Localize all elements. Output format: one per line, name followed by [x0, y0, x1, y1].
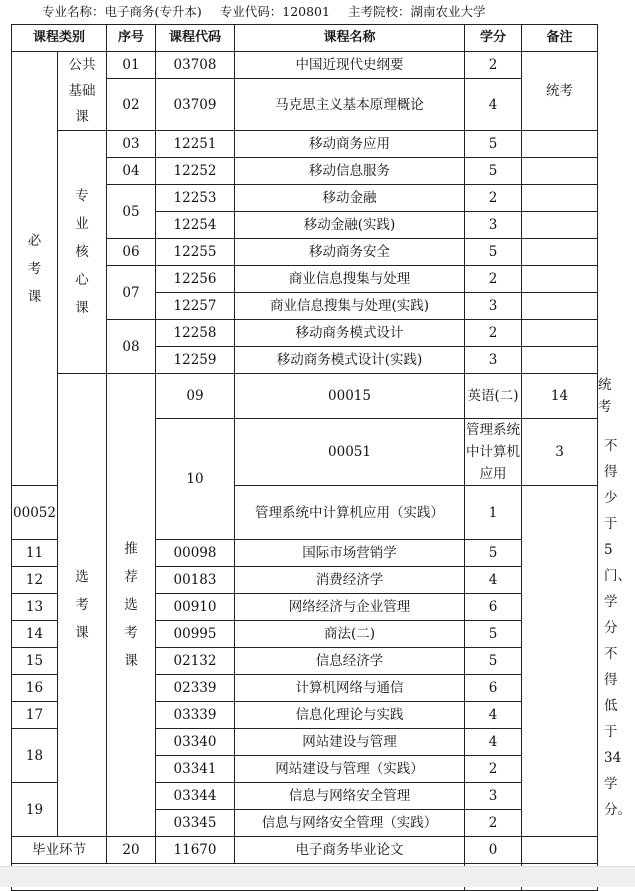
name-cell: 移动商务模式设计(实践): [235, 347, 465, 374]
code-cell: 11670: [156, 837, 235, 864]
curriculum-table: [11, 24, 632, 891]
code-cell: 03339: [156, 702, 235, 729]
code-cell: 02132: [156, 648, 235, 675]
credit-cell: 6: [465, 675, 522, 702]
col-code: 课程代码: [156, 25, 235, 52]
credit-cell: 2: [465, 320, 522, 347]
code-cell: 03708: [156, 52, 235, 79]
name-cell: 移动金融(实践): [235, 212, 465, 239]
col-seq: 序号: [107, 25, 156, 52]
note-empty: [522, 131, 598, 158]
seq-cell: 15: [12, 648, 58, 675]
name-cell: 马克思主义基本原理概论: [235, 79, 465, 131]
code-cell: 00995: [156, 621, 235, 648]
note-empty: [522, 347, 598, 374]
seq-cell: 05: [107, 185, 156, 239]
code-cell: 00183: [156, 567, 235, 594]
seq-cell: 01: [107, 52, 156, 79]
name-cell: 网站建设与管理（实践）: [235, 756, 465, 783]
name-cell: 信息经济学: [235, 648, 465, 675]
name-cell: 电子商务毕业论文: [235, 837, 465, 864]
credit-cell: 14: [522, 374, 598, 419]
code-cell: 12251: [156, 131, 235, 158]
seq-cell: 08: [107, 320, 156, 374]
code-cell: 12252: [156, 158, 235, 185]
major-code: 专业代码：120801: [219, 4, 330, 19]
table-row: [12, 837, 598, 864]
note-empty: [522, 837, 598, 864]
code-cell: 12259: [156, 347, 235, 374]
code-cell: 03341: [156, 756, 235, 783]
note-empty: [522, 158, 598, 185]
seq-cell: 20: [107, 837, 156, 864]
table-row: 10 00051 管理系统中计算机应用 3 不得少于5门、学分不得低于34学分。: [12, 419, 598, 486]
seq-cell: 04: [107, 158, 156, 185]
code-cell: 03344: [156, 783, 235, 810]
name-cell: 英语(二): [465, 374, 522, 419]
note-empty: [522, 239, 598, 266]
credit-cell: 0: [465, 837, 522, 864]
col-credit: 学分: [465, 25, 522, 52]
code-cell: 00098: [156, 540, 235, 567]
credit-cell: 5: [465, 239, 522, 266]
category-required: 必考课: [12, 52, 58, 486]
name-cell: 计算机网络与通信: [235, 675, 465, 702]
code-cell: 12253: [156, 185, 235, 212]
seq-cell: 13: [12, 594, 58, 621]
credit-cell: 2: [465, 266, 522, 293]
code-cell: 00910: [156, 594, 235, 621]
credit-cell: 6: [465, 594, 522, 621]
name-cell: 商业信息搜集与处理(实践): [235, 293, 465, 320]
code-cell: 03709: [156, 79, 235, 131]
document-header: [42, 3, 632, 21]
name-cell: 移动商务应用: [235, 131, 465, 158]
col-name: 课程名称: [235, 25, 465, 52]
credit-cell: 3: [522, 419, 598, 486]
credit-cell: 4: [465, 79, 522, 131]
page-bottom-bar: [0, 866, 635, 887]
code-cell: 00051: [235, 419, 465, 486]
seq-cell: 16: [12, 675, 58, 702]
name-cell: 信息化理论与实践: [235, 702, 465, 729]
note-empty: [522, 185, 598, 212]
seq-cell: 10: [156, 419, 235, 540]
name-cell: 移动商务模式设计: [235, 320, 465, 347]
note-empty: [522, 212, 598, 239]
code-cell: 02339: [156, 675, 235, 702]
credit-cell: 5: [465, 131, 522, 158]
seq-cell: 03: [107, 131, 156, 158]
code-cell: 12254: [156, 212, 235, 239]
code-cell: 12258: [156, 320, 235, 347]
credit-cell: 5: [465, 540, 522, 567]
seq-cell: 07: [107, 266, 156, 320]
credit-cell: 3: [465, 347, 522, 374]
seq-cell: 19: [12, 783, 58, 837]
credit-cell: 2: [465, 810, 522, 837]
code-cell: 12257: [156, 293, 235, 320]
name-cell: 信息与网络安全管理: [235, 783, 465, 810]
credit-cell: 1: [465, 486, 522, 540]
credit-cell: 2: [465, 185, 522, 212]
code-cell: 03345: [156, 810, 235, 837]
name-cell: 中国近现代史纲要: [235, 52, 465, 79]
code-cell: 00015: [235, 374, 465, 419]
credit-cell: 3: [465, 783, 522, 810]
seq-cell: 11: [12, 540, 58, 567]
subcategory-public-basic: 公共基础课: [58, 52, 107, 131]
seq-cell: 06: [107, 239, 156, 266]
seq-cell: 14: [12, 621, 58, 648]
subcategory-core: 专业核心课: [58, 131, 107, 374]
seq-cell: 02: [107, 79, 156, 131]
note-unified: 统考: [522, 52, 598, 131]
credit-cell: 5: [465, 621, 522, 648]
name-cell: 商业信息搜集与处理: [235, 266, 465, 293]
name-cell: 国际市场营销学: [235, 540, 465, 567]
col-category: 课程类别: [12, 25, 107, 52]
code-cell: 00052: [12, 486, 58, 540]
credit-cell: 2: [465, 756, 522, 783]
credit-cell: 3: [465, 293, 522, 320]
credit-cell: 5: [465, 648, 522, 675]
code-cell: 12256: [156, 266, 235, 293]
col-note: 备注: [522, 25, 598, 52]
category-graduation: 毕业环节: [12, 837, 107, 864]
host-school: 主考院校：湖南农业大学: [347, 4, 486, 19]
table-row: [12, 52, 598, 79]
credit-cell: 4: [465, 729, 522, 756]
table-header-row: [12, 25, 598, 52]
name-cell: 商法(二): [235, 621, 465, 648]
code-cell: 12255: [156, 239, 235, 266]
name-cell: 管理系统中计算机应用（实践）: [235, 486, 465, 540]
credit-cell: 5: [465, 158, 522, 185]
name-cell: 移动商务安全: [235, 239, 465, 266]
seq-cell: 12: [12, 567, 58, 594]
note-empty: [522, 293, 598, 320]
name-cell: 信息与网络安全管理（实践）: [235, 810, 465, 837]
credit-cell: 2: [465, 52, 522, 79]
table-row: 选考课 推荐选考课 09 00015 英语(二) 14 统考: [12, 374, 598, 419]
name-cell: 移动信息服务: [235, 158, 465, 185]
credit-cell: 3: [465, 212, 522, 239]
name-cell: 消费经济学: [235, 567, 465, 594]
note-empty: [522, 320, 598, 347]
table-row: [12, 131, 598, 158]
code-cell: 03340: [156, 729, 235, 756]
category-elective: 选考课: [58, 374, 107, 837]
name-cell: 网络经济与企业管理: [235, 594, 465, 621]
credit-cell: 4: [465, 567, 522, 594]
subcategory-recommended: 推荐选考课: [107, 374, 156, 837]
credit-cell: 4: [465, 702, 522, 729]
seq-cell: 09: [156, 374, 235, 419]
name-cell: 管理系统中计算机应用: [465, 419, 522, 486]
name-cell: 网站建设与管理: [235, 729, 465, 756]
note-empty: [522, 266, 598, 293]
major-name: 专业名称：电子商务(专升本): [42, 4, 202, 19]
seq-cell: 17: [12, 702, 58, 729]
seq-cell: 18: [12, 729, 58, 783]
name-cell: 移动金融: [235, 185, 465, 212]
